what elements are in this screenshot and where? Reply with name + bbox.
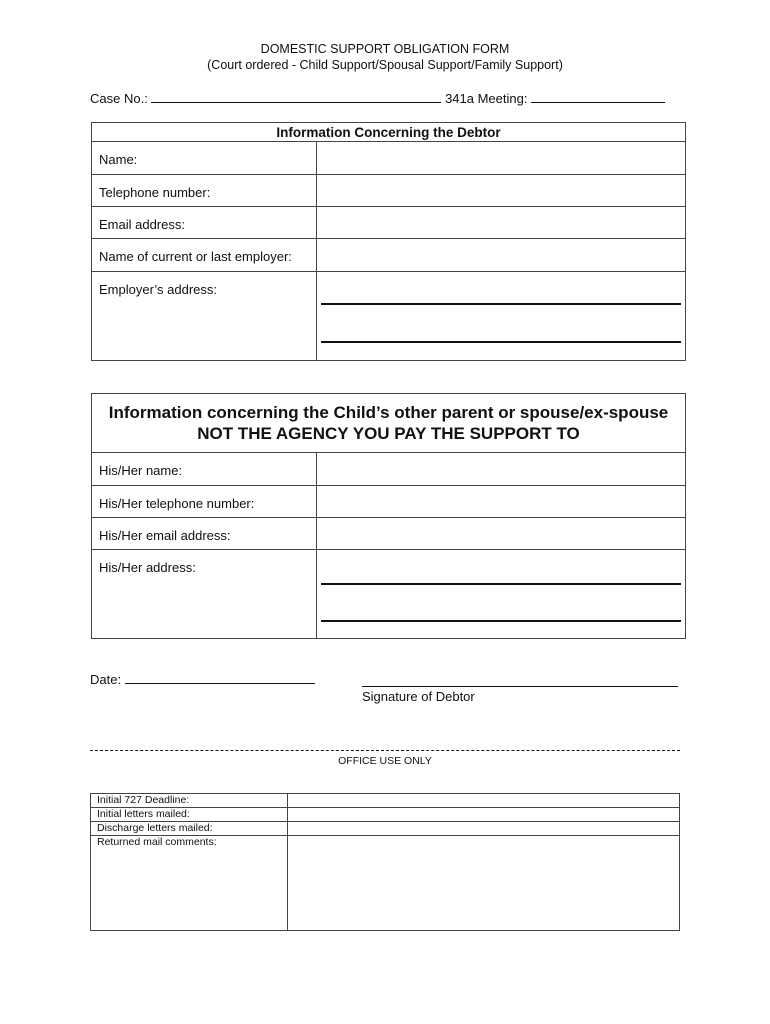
signature-label: Signature of Debtor (362, 689, 475, 704)
office-discharge-letters-field[interactable] (288, 822, 680, 836)
debtor-section-heading: Information Concerning the Debtor (92, 123, 686, 142)
date-label: Date: (90, 672, 122, 687)
table-row (92, 239, 686, 272)
office-initial-letters-label: Initial letters mailed: (91, 808, 288, 822)
other-name-field[interactable] (317, 453, 686, 486)
form-header (0, 41, 770, 73)
other-address-field[interactable] (317, 550, 686, 639)
meeting-label: 341a Meeting: (445, 91, 528, 106)
debtor-name-label: Name: (92, 142, 317, 175)
debtor-telephone-field[interactable] (317, 175, 686, 207)
meeting-field[interactable] (531, 90, 665, 103)
table-row (91, 794, 680, 808)
other-name-label: His/Her name: (92, 453, 317, 486)
address-line (321, 620, 681, 622)
case-line (90, 90, 665, 106)
table-row (91, 836, 680, 931)
table-row (92, 207, 686, 239)
employer-address-label: Employer’s address: (92, 272, 317, 361)
employer-name-field[interactable] (317, 239, 686, 272)
signature-field[interactable] (362, 686, 678, 687)
debtor-telephone-label: Telephone number: (92, 175, 317, 207)
other-address-label: His/Her address: (92, 550, 317, 639)
debtor-name-field[interactable] (317, 142, 686, 175)
other-telephone-label: His/Her telephone number: (92, 486, 317, 518)
date-line (90, 671, 315, 687)
other-telephone-field[interactable] (317, 486, 686, 518)
office-deadline-label: Initial 727 Deadline: (91, 794, 288, 808)
table-row (91, 808, 680, 822)
office-discharge-letters-label: Discharge letters mailed: (91, 822, 288, 836)
other-email-field[interactable] (317, 518, 686, 550)
other-parent-heading-line1: Information concerning the Child’s other parent or spouse/ex-spouse (108, 403, 669, 422)
office-initial-letters-field[interactable] (288, 808, 680, 822)
office-table (90, 793, 680, 931)
form-title: DOMESTIC SUPPORT OBLIGATION FORM (260, 42, 510, 56)
other-parent-section-heading (92, 394, 686, 453)
table-row (92, 550, 686, 639)
table-row (91, 822, 680, 836)
debtor-email-label: Email address: (92, 207, 317, 239)
case-number-field[interactable] (151, 90, 441, 103)
other-parent-heading-line2: NOT THE AGENCY YOU PAY THE SUPPORT TO (197, 424, 580, 443)
other-email-label: His/Her email address: (92, 518, 317, 550)
address-line (321, 583, 681, 585)
table-row (92, 453, 686, 486)
table-row (92, 175, 686, 207)
office-divider (90, 750, 680, 751)
office-deadline-field[interactable] (288, 794, 680, 808)
other-parent-table (91, 393, 686, 639)
office-use-label: OFFICE USE ONLY (338, 755, 432, 767)
case-number-label: Case No.: (90, 91, 148, 106)
debtor-email-field[interactable] (317, 207, 686, 239)
table-row (92, 272, 686, 361)
date-field[interactable] (125, 671, 315, 684)
table-row (92, 518, 686, 550)
table-row (92, 486, 686, 518)
debtor-table (91, 122, 686, 361)
employer-name-label: Name of current or last employer: (92, 239, 317, 272)
address-line (321, 303, 681, 305)
employer-address-field[interactable] (317, 272, 686, 361)
form-subtitle: (Court ordered - Child Support/Spousal Support/Family Support) (207, 58, 563, 72)
office-returned-mail-label: Returned mail comments: (91, 836, 288, 931)
address-line (321, 341, 681, 343)
office-returned-mail-field[interactable] (288, 836, 680, 931)
table-row (92, 142, 686, 175)
